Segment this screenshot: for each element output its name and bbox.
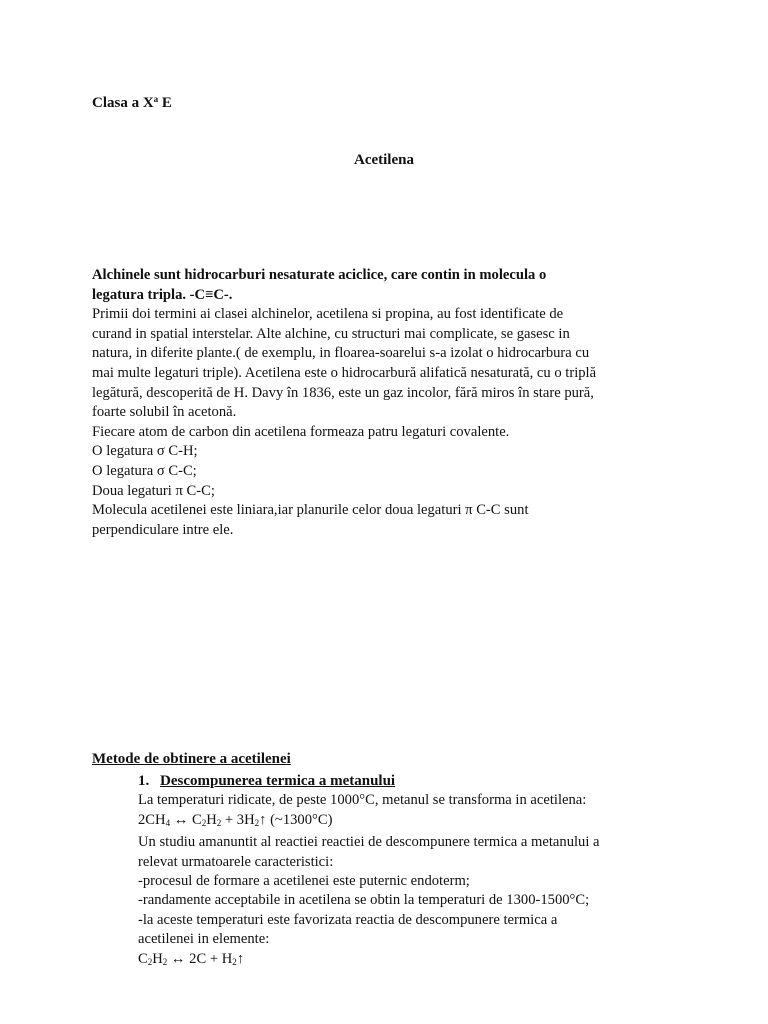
- class-heading-text: Clasa a X: [92, 95, 154, 111]
- intro-line: O legatura σ C-H;: [92, 443, 198, 460]
- intro-line: mai multe legaturi triple). Acetilena este o hidrocarbură alifatică nesaturată, cu o triplă: [92, 364, 597, 381]
- eq-part: ↑: [236, 950, 245, 967]
- class-heading: [92, 94, 172, 112]
- intro-line: foarte solubil în acetonă.: [92, 404, 237, 421]
- intro-block: [92, 266, 682, 540]
- intro-line: natura, in diferite plante.( de exemplu, in floarea-soarelui s-a izolat o hidrocarbura cu: [92, 345, 590, 362]
- intro-line: Fiecare atom de carbon din acetilena formeaza patru legaturi covalente.: [92, 423, 510, 440]
- equation-acetylene-decomposition: [138, 950, 698, 972]
- methods-list: [138, 772, 698, 972]
- eq-part: 2CH: [138, 811, 166, 828]
- intro-line: Molecula acetilenei este liniara,iar planurile celor doua legaturi π C-C sunt: [92, 502, 529, 519]
- intro-line: perpendiculare intre ele.: [92, 521, 234, 538]
- intro-line: Primii doi termini ai clasei alchinelor, acetilena si propina, au fost identificate de: [92, 306, 564, 323]
- method-item-heading: [138, 772, 698, 791]
- intro-bold-line-2: legatura tripla. -C≡C-.: [92, 286, 233, 303]
- method-line: -la aceste temperaturi este favorizata reactia de descompunere termica a: [138, 911, 558, 928]
- eq-sub: 2: [147, 956, 153, 967]
- methods-section-title: Metode de obtinere a acetilenei: [92, 751, 291, 767]
- method-line: relevat urmatoarele caracteristici:: [138, 853, 334, 870]
- method-line: Un studiu amanuntit al reactiei reactiei de descompunere termica a metanului a: [138, 834, 600, 851]
- intro-line: curand in spatial interstelar. Alte alchine, cu structuri mai complicate, se gasesc in: [92, 325, 570, 342]
- eq-sub: 2: [201, 817, 207, 828]
- equation-methane: [138, 811, 698, 833]
- method-item-title: Descompunerea termica a metanului: [160, 773, 396, 789]
- eq-part: ↔ C: [170, 811, 202, 828]
- eq-part: H: [206, 811, 217, 828]
- intro-bold-line-1: Alchinele sunt hidrocarburi nesaturate aciclice, care contin in molecula o: [92, 267, 547, 283]
- eq-sub: 4: [165, 817, 171, 828]
- intro-line: legătură, descoperită de H. Davy în 1836, este un gaz incolor, fără miros în stare pură,: [92, 384, 594, 401]
- method-line: -randamente acceptabile in acetilena se obtin la temperaturi de 1300-1500°C;: [138, 892, 590, 909]
- method-line: acetilenei in elemente:: [138, 931, 270, 948]
- eq-sub: 2: [254, 817, 260, 828]
- eq-part: + 3H: [221, 811, 255, 828]
- method-line: La temperaturi ridicate, de peste 1000°C, metanul se transforma in acetilena:: [138, 792, 587, 809]
- eq-part: H: [152, 950, 163, 967]
- method-line: -procesul de formare a acetilenei este puternic endoterm;: [138, 873, 470, 890]
- eq-part: ↑ (~1300°C): [259, 811, 333, 828]
- eq-sub: 2: [216, 817, 222, 828]
- eq-sub: 2: [162, 956, 168, 967]
- eq-sub: 2: [232, 956, 237, 967]
- class-heading-sup: a: [153, 94, 159, 104]
- page-title: Acetilena: [354, 152, 414, 168]
- method-item-number: 1.: [138, 773, 150, 789]
- intro-line: O legatura σ C-C;: [92, 462, 197, 479]
- intro-line: Doua legaturi π C-C;: [92, 482, 215, 499]
- class-heading-suffix: E: [158, 95, 172, 111]
- eq-part: C: [138, 950, 148, 967]
- eq-part: ↔ 2C + H: [167, 950, 233, 967]
